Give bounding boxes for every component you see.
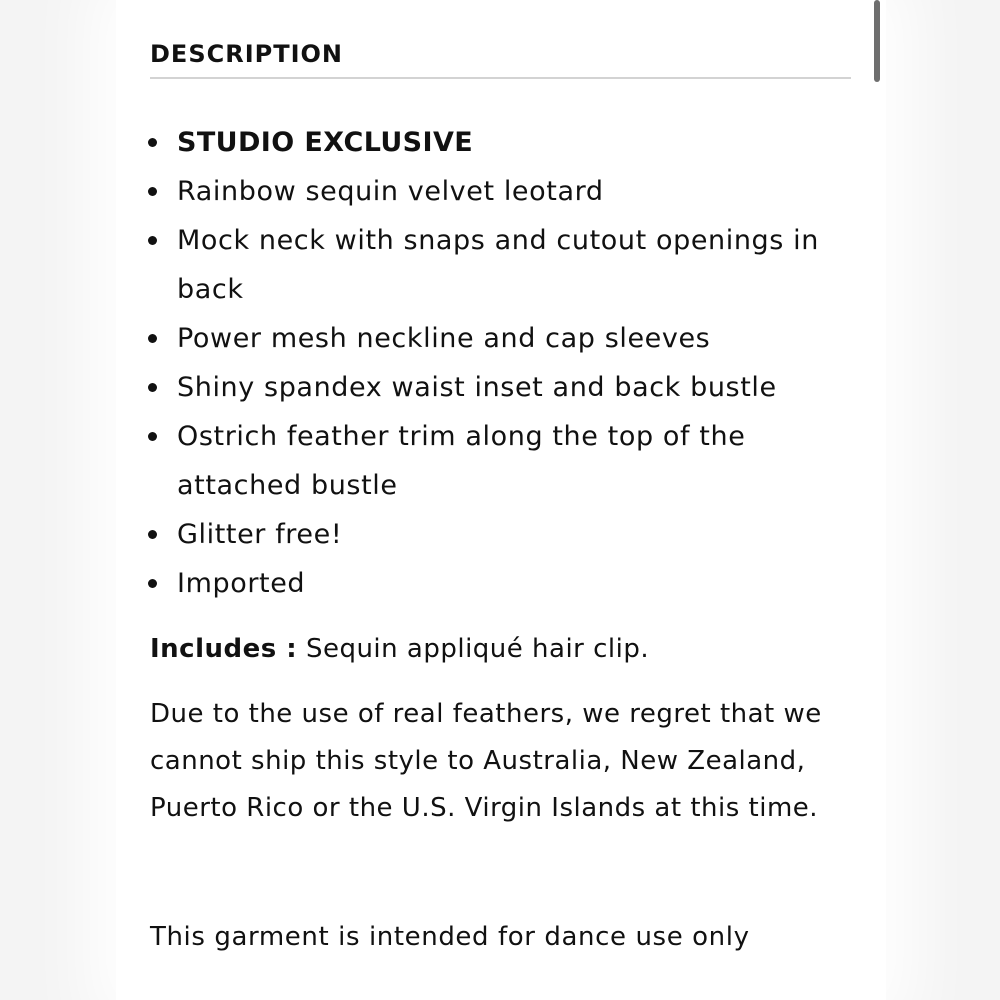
feature-item-material: Rainbow sequin velvet leotard (177, 167, 837, 216)
feature-item-mesh: Power mesh neckline and cap sleeves (177, 314, 837, 363)
feature-item-imported: Imported (177, 559, 837, 608)
description-heading: DESCRIPTION (150, 40, 344, 68)
includes-value: Sequin appliqué hair clip. (305, 634, 650, 664)
feature-list (177, 118, 837, 608)
scrollbar[interactable] (874, 0, 880, 82)
feature-item-glitter-free: Glitter free! (177, 510, 837, 559)
heading-divider (150, 77, 851, 79)
feature-item-feather-trim: Ostrich feather trim along the top of the attached bustle (177, 412, 837, 510)
shipping-notice: Due to the use of real feathers, we regret that we cannot ship this style to Australia, New Zealand, Puerto Rico or the U.S. Virgin Islands at this time. (150, 699, 822, 823)
includes-line (150, 629, 649, 669)
includes-label: Includes : (150, 634, 298, 664)
feature-item-spandex: Shiny spandex waist inset and back bustle (177, 363, 837, 412)
feature-item-studio-exclusive: STUDIO EXCLUSIVE (177, 118, 837, 167)
feature-item-neck: Mock neck with snaps and cutout openings in back (177, 216, 837, 314)
dance-use-note: This garment is intended for dance use only (150, 922, 750, 952)
